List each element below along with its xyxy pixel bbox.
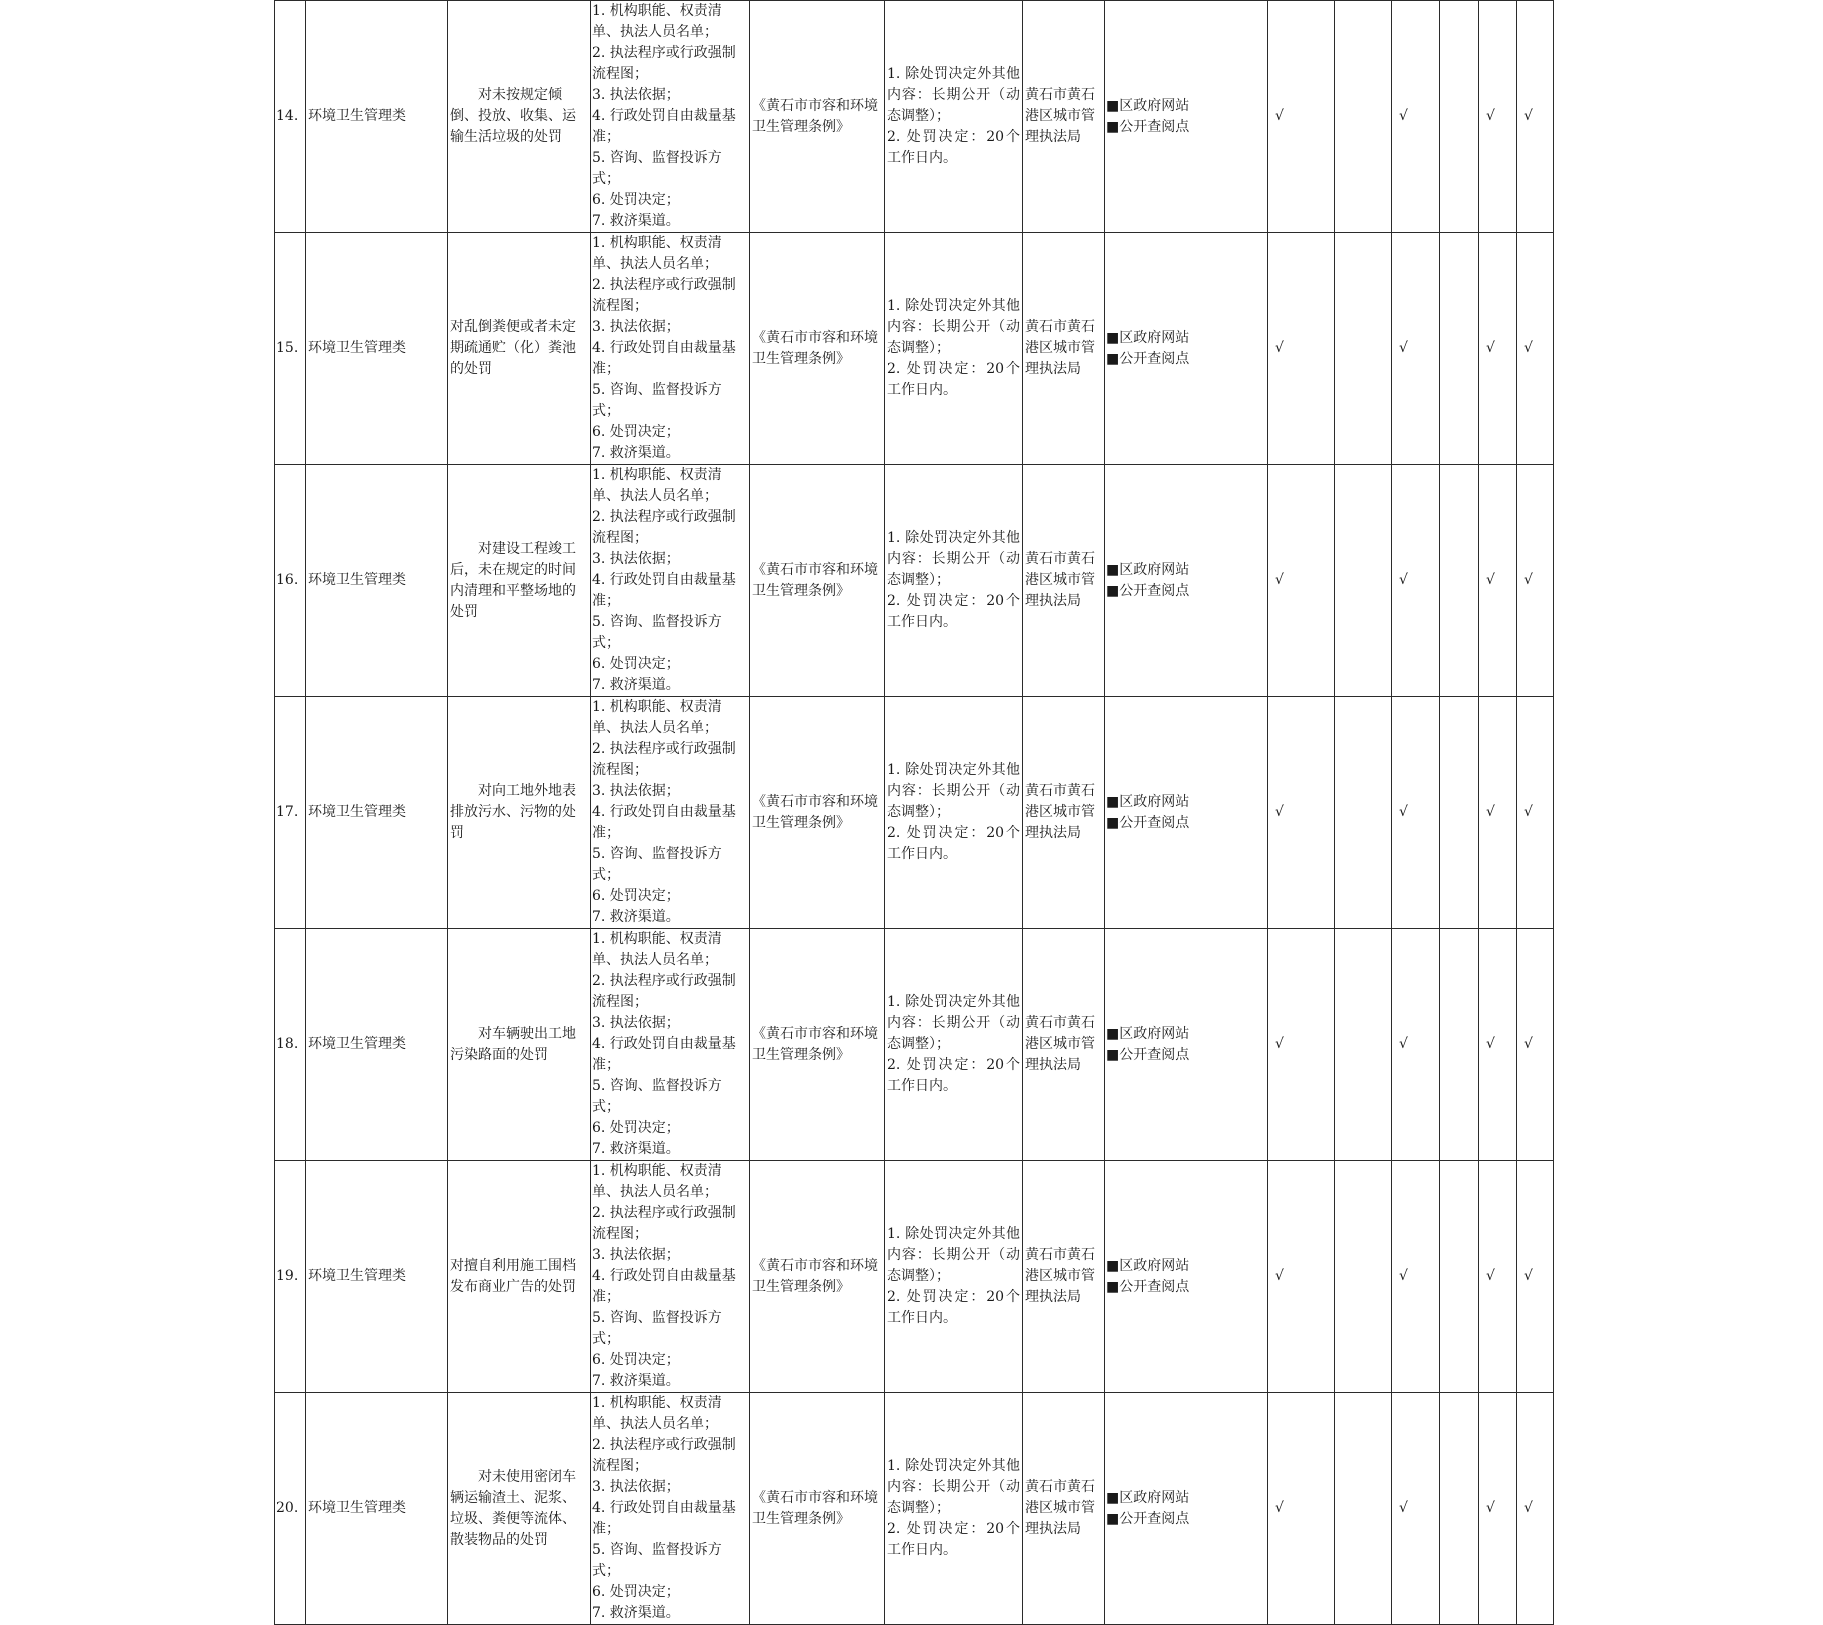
check-public-specific	[1335, 233, 1392, 465]
row-number: 15.	[275, 233, 306, 465]
matter-item	[448, 929, 591, 1161]
content-line: 5. 咨询、监督投诉方式；	[592, 1310, 722, 1347]
matter-category: 环境卫生管理类	[306, 233, 448, 465]
matter-item-text: 对建设工程竣工后，未在规定的时间内清理和平整场地的处罚	[450, 540, 576, 620]
check-public-specific	[1335, 1393, 1392, 1625]
matter-item-text: 对未按规定倾倒、投放、收集、运输生活垃圾的处罚	[450, 87, 576, 145]
check-level-county: √	[1479, 929, 1517, 1161]
content-line: 6. 处罚决定；	[592, 1352, 680, 1368]
content-line: 4. 行政处罚自由裁量基准；	[592, 108, 736, 145]
disclosure-channels	[1105, 929, 1268, 1161]
content-line: 6. 处罚决定；	[592, 1120, 680, 1136]
disclosure-content	[591, 465, 750, 697]
disclosure-channels	[1105, 1, 1268, 233]
time-line: 2. 处罚决定：20个工作日内。	[887, 129, 1020, 166]
check-active: √	[1392, 1161, 1440, 1393]
content-line: 4. 行政处罚自由裁量基准；	[592, 1268, 736, 1305]
disclosure-basis: 《黄石市市容和环境卫生管理条例》	[750, 1393, 885, 1625]
disclosure-channels	[1105, 697, 1268, 929]
content-line: 5. 咨询、监督投诉方式；	[592, 1078, 722, 1115]
check-public-specific	[1335, 1, 1392, 233]
disclosure-body: 黄石市黄石港区城市管理执法局	[1023, 929, 1105, 1161]
content-line: 6. 处罚决定；	[592, 656, 680, 672]
content-line: 5. 咨询、监督投诉方式；	[592, 150, 722, 187]
channels-line: ■区政府网站	[1106, 329, 1190, 346]
time-line: 1. 除处罚决定外其他内容：长期公开（动态调整）；	[887, 762, 1020, 820]
disclosure-basis: 《黄石市市容和环境卫生管理条例》	[750, 1161, 885, 1393]
channels-line: ■公开查阅点	[1106, 1510, 1190, 1527]
content-line: 6. 处罚决定；	[592, 192, 680, 208]
content-line: 7. 救济渠道。	[592, 1141, 680, 1157]
channels-line: ■区政府网站	[1106, 561, 1190, 578]
disclosure-body: 黄石市黄石港区城市管理执法局	[1023, 233, 1105, 465]
content-line: 2. 执法程序或行政强制流程图；	[592, 973, 736, 1010]
table-body	[275, 1, 1554, 1625]
disclosure-content	[591, 233, 750, 465]
disclosure-basis: 《黄石市市容和环境卫生管理条例》	[750, 697, 885, 929]
check-on-request	[1440, 465, 1479, 697]
check-on-request	[1440, 1, 1479, 233]
disclosure-body: 黄石市黄石港区城市管理执法局	[1023, 1393, 1105, 1625]
table-row	[275, 1, 1554, 233]
disclosure-content	[591, 1, 750, 233]
time-line: 1. 除处罚决定外其他内容：长期公开（动态调整）；	[887, 66, 1020, 124]
matter-category: 环境卫生管理类	[306, 1161, 448, 1393]
check-active: √	[1392, 1, 1440, 233]
matter-category: 环境卫生管理类	[306, 1, 448, 233]
channels-line: ■公开查阅点	[1106, 350, 1190, 367]
content-line: 4. 行政处罚自由裁量基准；	[592, 804, 736, 841]
check-level-county: √	[1479, 233, 1517, 465]
content-line: 2. 执法程序或行政强制流程图；	[592, 1437, 736, 1474]
check-active: √	[1392, 929, 1440, 1161]
disclosure-basis: 《黄石市市容和环境卫生管理条例》	[750, 233, 885, 465]
content-line: 1. 机构职能、权责清单、执法人员名单；	[592, 467, 722, 504]
disclosure-content	[591, 697, 750, 929]
disclosure-content	[591, 929, 750, 1161]
time-line: 1. 除处罚决定外其他内容：长期公开（动态调整）；	[887, 1458, 1020, 1516]
disclosure-body: 黄石市黄石港区城市管理执法局	[1023, 1, 1105, 233]
disclosure-body: 黄石市黄石港区城市管理执法局	[1023, 1161, 1105, 1393]
disclosure-channels	[1105, 1393, 1268, 1625]
content-line: 7. 救济渠道。	[592, 909, 680, 925]
check-active: √	[1392, 1393, 1440, 1625]
content-line: 7. 救济渠道。	[592, 1373, 680, 1389]
check-on-request	[1440, 929, 1479, 1161]
matter-item-text: 对乱倒粪便或者未定期疏通贮（化）粪池的处罚	[450, 319, 576, 377]
content-line: 5. 咨询、监督投诉方式；	[592, 614, 722, 651]
content-line: 1. 机构职能、权责清单、执法人员名单；	[592, 931, 722, 968]
check-public-all: √	[1268, 1393, 1335, 1625]
disclosure-body: 黄石市黄石港区城市管理执法局	[1023, 465, 1105, 697]
time-line: 2. 处罚决定：20个工作日内。	[887, 1521, 1020, 1558]
channels-line: ■公开查阅点	[1106, 582, 1190, 599]
content-line: 2. 执法程序或行政强制流程图；	[592, 277, 736, 314]
check-public-all: √	[1268, 1, 1335, 233]
matter-item-text: 对向工地外地表排放污水、污物的处罚	[450, 783, 576, 841]
disclosure-basis: 《黄石市市容和环境卫生管理条例》	[750, 465, 885, 697]
disclosure-time	[885, 929, 1023, 1161]
disclosure-channels	[1105, 233, 1268, 465]
content-line: 3. 执法依据；	[592, 1015, 680, 1031]
content-line: 1. 机构职能、权责清单、执法人员名单；	[592, 699, 722, 736]
check-on-request	[1440, 697, 1479, 929]
row-number: 17.	[275, 697, 306, 929]
channels-line: ■区政府网站	[1106, 1025, 1190, 1042]
content-line: 3. 执法依据；	[592, 319, 680, 335]
check-public-all: √	[1268, 697, 1335, 929]
table-row	[275, 697, 1554, 929]
channels-line: ■区政府网站	[1106, 793, 1190, 810]
check-on-request	[1440, 1161, 1479, 1393]
matter-category: 环境卫生管理类	[306, 929, 448, 1161]
channels-line: ■公开查阅点	[1106, 118, 1190, 135]
channels-line: ■区政府网站	[1106, 1489, 1190, 1506]
check-level-county: √	[1479, 697, 1517, 929]
disclosure-content	[591, 1393, 750, 1625]
time-line: 2. 处罚决定：20个工作日内。	[887, 593, 1020, 630]
content-line: 4. 行政处罚自由裁量基准；	[592, 1500, 736, 1537]
check-level-township: √	[1517, 929, 1554, 1161]
check-level-township: √	[1517, 1, 1554, 233]
check-on-request	[1440, 233, 1479, 465]
check-active: √	[1392, 697, 1440, 929]
matter-item	[448, 465, 591, 697]
channels-line: ■区政府网站	[1106, 1257, 1190, 1274]
row-number: 18.	[275, 929, 306, 1161]
table-row	[275, 929, 1554, 1161]
disclosure-basis: 《黄石市市容和环境卫生管理条例》	[750, 929, 885, 1161]
check-level-county: √	[1479, 465, 1517, 697]
content-line: 7. 救济渠道。	[592, 213, 680, 229]
content-line: 7. 救济渠道。	[592, 677, 680, 693]
disclosure-time	[885, 233, 1023, 465]
content-line: 2. 执法程序或行政强制流程图；	[592, 1205, 736, 1242]
row-number: 16.	[275, 465, 306, 697]
table-row	[275, 1161, 1554, 1393]
content-line: 3. 执法依据；	[592, 551, 680, 567]
channels-line: ■公开查阅点	[1106, 1278, 1190, 1295]
content-line: 4. 行政处罚自由裁量基准；	[592, 1036, 736, 1073]
check-on-request	[1440, 1393, 1479, 1625]
disclosure-channels	[1105, 465, 1268, 697]
content-line: 6. 处罚决定；	[592, 888, 680, 904]
content-line: 6. 处罚决定；	[592, 1584, 680, 1600]
matter-category: 环境卫生管理类	[306, 697, 448, 929]
disclosure-time	[885, 697, 1023, 929]
disclosure-table	[274, 0, 1554, 1625]
check-active: √	[1392, 233, 1440, 465]
matter-item-text: 对未使用密闭车辆运输渣土、泥浆、垃圾、粪便等流体、散装物品的处罚	[450, 1468, 576, 1548]
check-public-all: √	[1268, 1161, 1335, 1393]
disclosure-body: 黄石市黄石港区城市管理执法局	[1023, 697, 1105, 929]
check-level-township: √	[1517, 233, 1554, 465]
content-line: 3. 执法依据；	[592, 1247, 680, 1263]
time-line: 1. 除处罚决定外其他内容：长期公开（动态调整）；	[887, 994, 1020, 1052]
content-line: 5. 咨询、监督投诉方式；	[592, 1542, 722, 1579]
content-line: 6. 处罚决定；	[592, 424, 680, 440]
time-line: 1. 除处罚决定外其他内容：长期公开（动态调整）；	[887, 298, 1020, 356]
content-line: 1. 机构职能、权责清单、执法人员名单；	[592, 1163, 722, 1200]
row-number: 20.	[275, 1393, 306, 1625]
disclosure-time	[885, 465, 1023, 697]
check-public-specific	[1335, 1161, 1392, 1393]
row-number: 19.	[275, 1161, 306, 1393]
matter-category: 环境卫生管理类	[306, 465, 448, 697]
content-line: 4. 行政处罚自由裁量基准；	[592, 340, 736, 377]
channels-line: ■区政府网站	[1106, 97, 1190, 114]
channels-line: ■公开查阅点	[1106, 814, 1190, 831]
content-line: 2. 执法程序或行政强制流程图；	[592, 45, 736, 82]
table-row	[275, 233, 1554, 465]
time-line: 2. 处罚决定：20个工作日内。	[887, 1057, 1020, 1094]
channels-line: ■公开查阅点	[1106, 1046, 1190, 1063]
disclosure-content	[591, 1161, 750, 1393]
disclosure-time	[885, 1161, 1023, 1393]
time-line: 2. 处罚决定：20个工作日内。	[887, 825, 1020, 862]
time-line: 1. 除处罚决定外其他内容：长期公开（动态调整）；	[887, 1226, 1020, 1284]
content-line: 7. 救济渠道。	[592, 445, 680, 461]
row-number: 14.	[275, 1, 306, 233]
content-line: 3. 执法依据；	[592, 1479, 680, 1495]
content-line: 5. 咨询、监督投诉方式；	[592, 846, 722, 883]
matter-item-text: 对擅自利用施工围档发布商业广告的处罚	[450, 1257, 576, 1295]
content-line: 3. 执法依据；	[592, 87, 680, 103]
disclosure-basis: 《黄石市市容和环境卫生管理条例》	[750, 1, 885, 233]
matter-item	[448, 697, 591, 929]
content-line: 3. 执法依据；	[592, 783, 680, 799]
check-level-township: √	[1517, 465, 1554, 697]
check-level-county: √	[1479, 1161, 1517, 1393]
check-level-county: √	[1479, 1393, 1517, 1625]
matter-item	[448, 1161, 591, 1393]
content-line: 2. 执法程序或行政强制流程图；	[592, 509, 736, 546]
matter-item	[448, 1393, 591, 1625]
check-level-township: √	[1517, 697, 1554, 929]
matter-category: 环境卫生管理类	[306, 1393, 448, 1625]
check-level-township: √	[1517, 1161, 1554, 1393]
disclosure-time	[885, 1393, 1023, 1625]
check-active: √	[1392, 465, 1440, 697]
content-line: 7. 救济渠道。	[592, 1605, 680, 1621]
check-public-all: √	[1268, 233, 1335, 465]
matter-item	[448, 1, 591, 233]
content-line: 1. 机构职能、权责清单、执法人员名单；	[592, 3, 722, 40]
content-line: 2. 执法程序或行政强制流程图；	[592, 741, 736, 778]
check-public-specific	[1335, 929, 1392, 1161]
content-line: 4. 行政处罚自由裁量基准；	[592, 572, 736, 609]
check-public-all: √	[1268, 465, 1335, 697]
check-level-township: √	[1517, 1393, 1554, 1625]
check-public-specific	[1335, 697, 1392, 929]
table-row	[275, 465, 1554, 697]
matter-item-text: 对车辆驶出工地污染路面的处罚	[450, 1025, 576, 1063]
time-line: 1. 除处罚决定外其他内容：长期公开（动态调整）；	[887, 530, 1020, 588]
time-line: 2. 处罚决定：20个工作日内。	[887, 361, 1020, 398]
table-row	[275, 1393, 1554, 1625]
content-line: 1. 机构职能、权责清单、执法人员名单；	[592, 1395, 722, 1432]
matter-item	[448, 233, 591, 465]
check-level-county: √	[1479, 1, 1517, 233]
disclosure-time	[885, 1, 1023, 233]
disclosure-channels	[1105, 1161, 1268, 1393]
content-line: 1. 机构职能、权责清单、执法人员名单；	[592, 235, 722, 272]
check-public-specific	[1335, 465, 1392, 697]
content-line: 5. 咨询、监督投诉方式；	[592, 382, 722, 419]
time-line: 2. 处罚决定：20个工作日内。	[887, 1289, 1020, 1326]
check-public-all: √	[1268, 929, 1335, 1161]
